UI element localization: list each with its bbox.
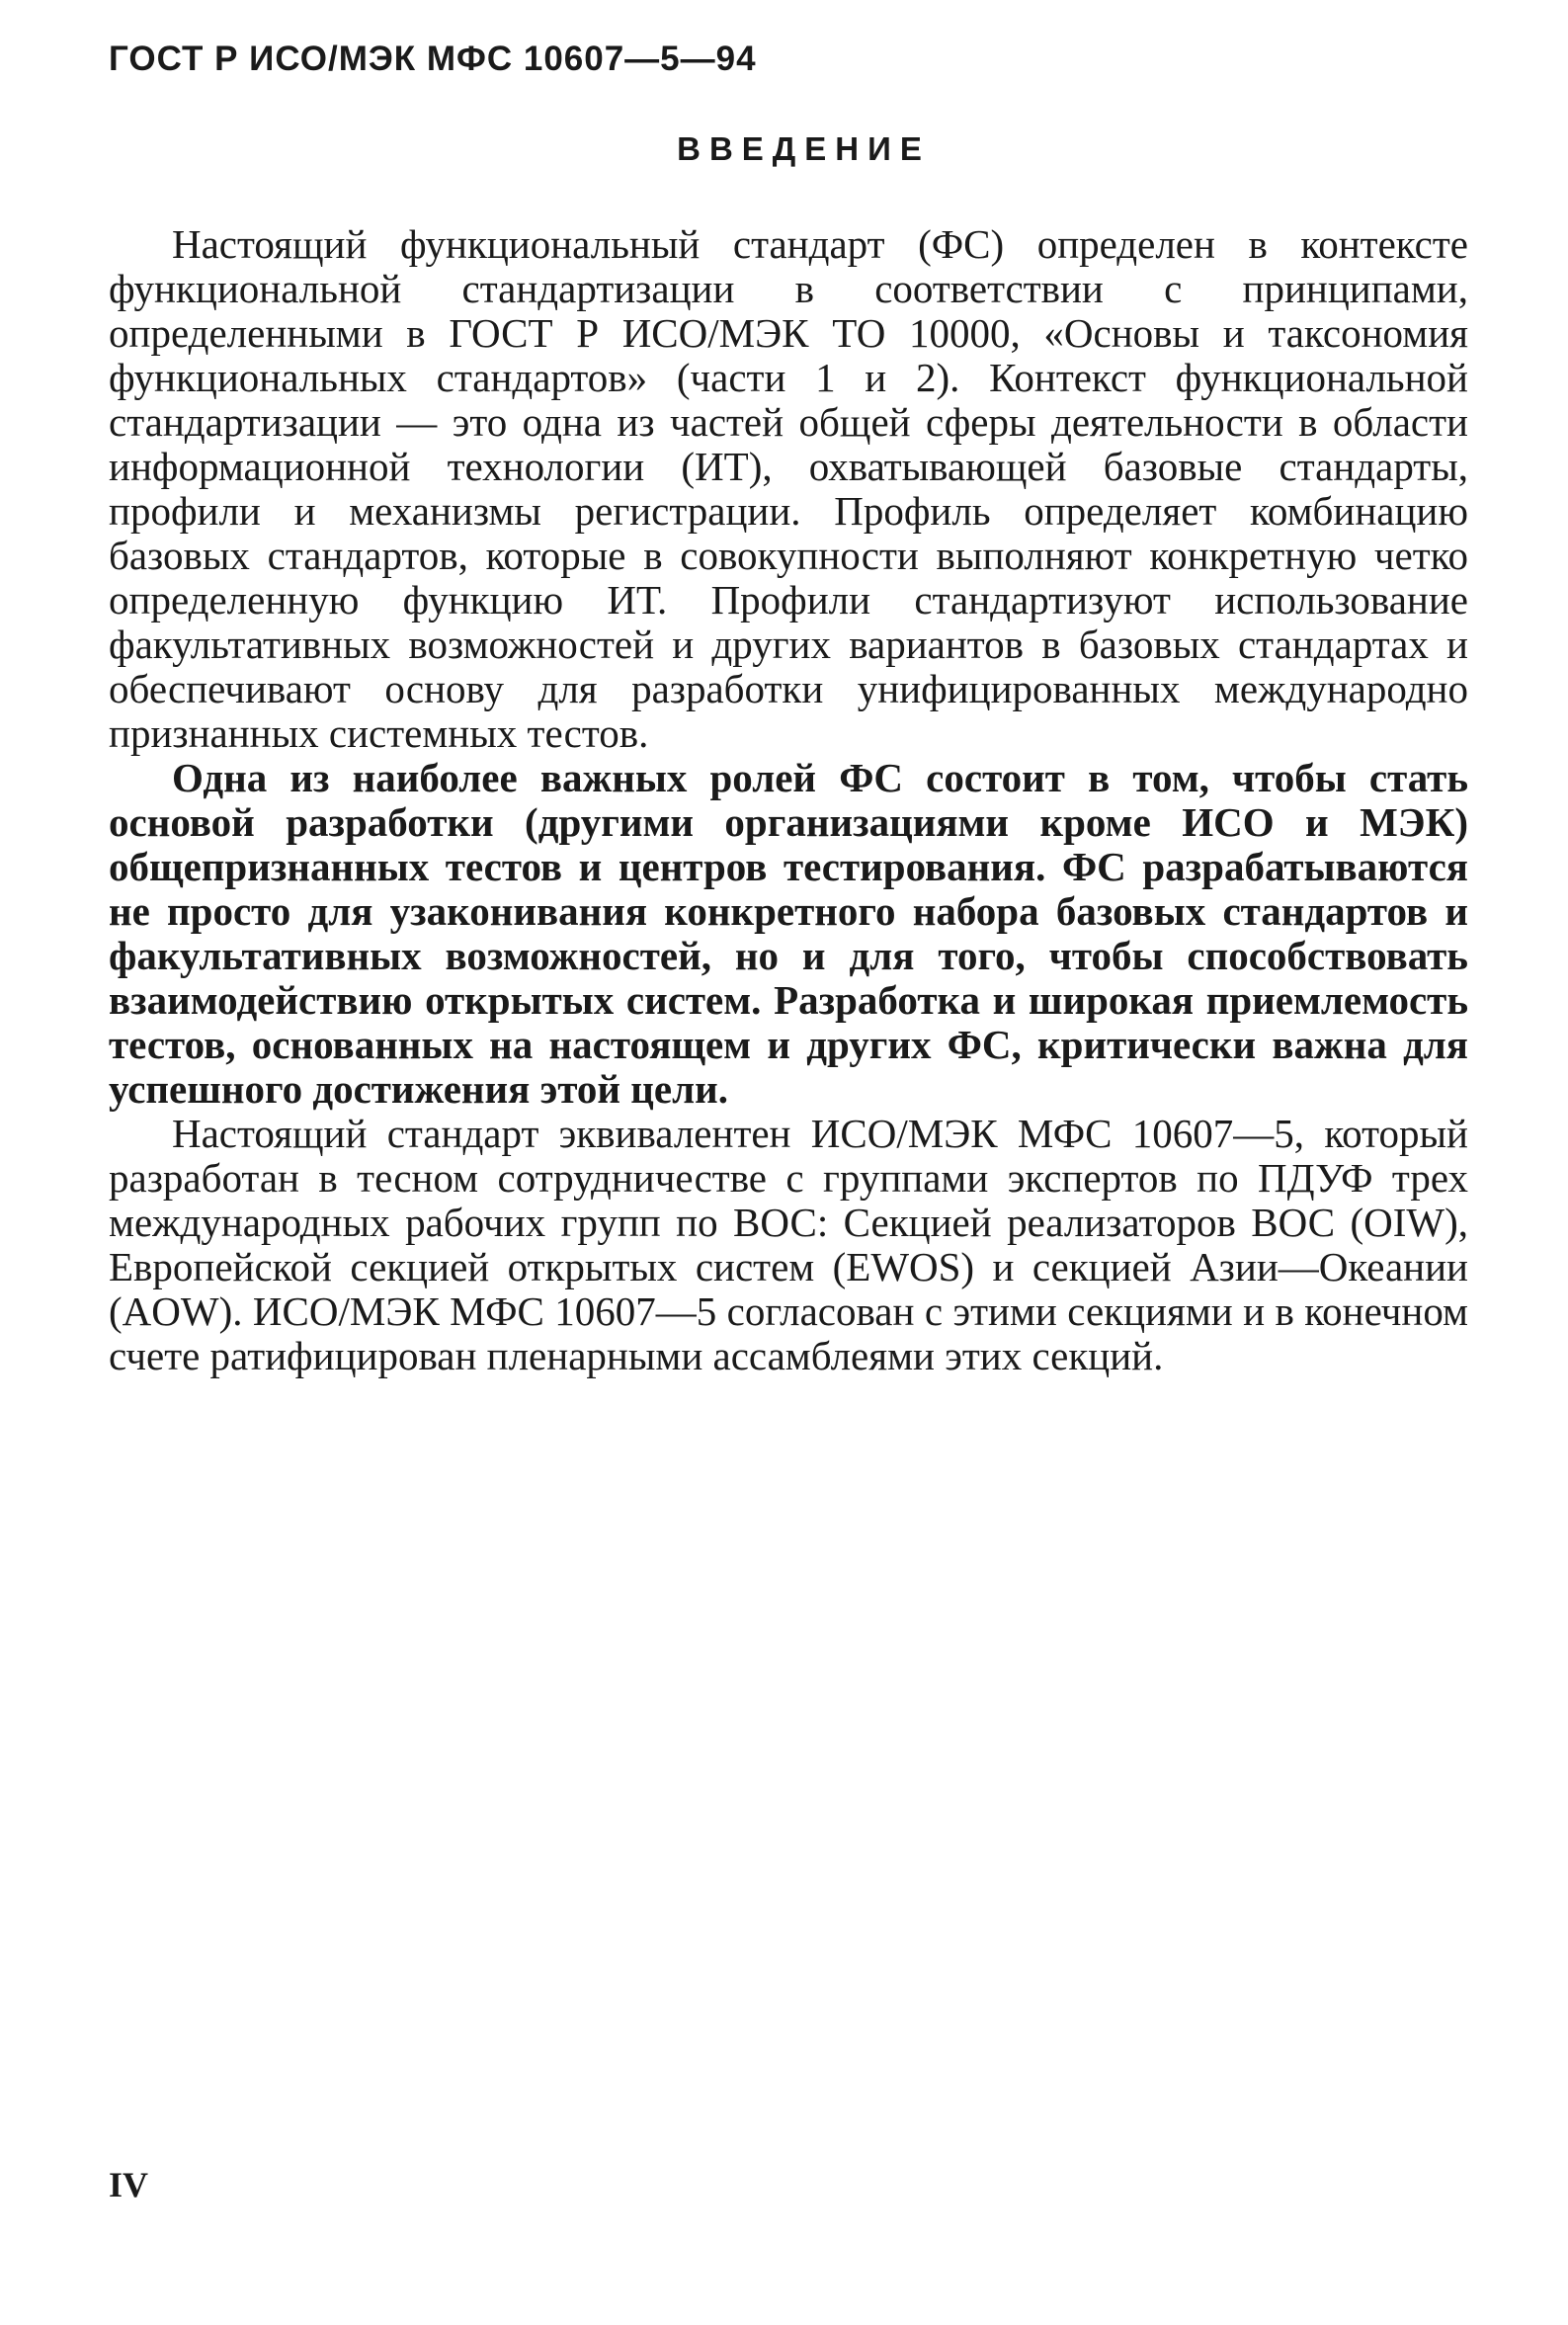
section-title: ВВЕДЕНИЕ [677,130,931,167]
paragraph-3: Настоящий стандарт эквивалентен ИСО/МЭК МФС 10607—5, который разработан в тесном сотрудничестве с группами экспертов по ПДУФ трех международных рабочих групп по ВОС: Секцией реализаторов ВОС (OIW), Европейской секцией открытых систем (EWOS) и секцией Азии—Океании (AOW). ИСО/МЭК МФС 10607—5 согласован с этими секциями и в конечном счете ратифицирован пленарными ассамблеями этих секций. [109,1111,1468,1378]
body-text [109,222,1468,1378]
page-number: IV [109,2165,149,2204]
document-header: ГОСТ Р ИСО/МЭК МФС 10607—5—94 [109,40,757,78]
paragraph-2: Одна из наиболее важных ролей ФС состоит в том, чтобы стать основой разработки (другими организациями кроме ИСО и МЭК) общепризнанных тестов и центров тестирования. ФС разрабатываются не просто для узаконивания конкретного набора базовых стандартов и факультативных возможностей, но и для того, чтобы способствовать взаимодействию открытых систем. Разработка и широкая приемлемость тестов, основанных на настоящем и других ФС, критически важна для успешного достижения этой цели. [109,755,1468,1112]
paragraph-1: Настоящий функциональный стандарт (ФС) определен в контексте функциональной стандартизации в соответствии с принципами, определенными в ГОСТ Р ИСО/МЭК ТО 10000, «Основы и таксономия функциональных стандартов» (части 1 и 2). Контекст функциональной стандартизации — это одна из частей общей сферы деятельности в области информационной технологии (ИТ), охватывающей базовые стандарты, профили и механизмы регистрации. Профиль определяет комбинацию базовых стандартов, которые в совокупности выполняют конкретную четко определенную функцию ИТ. Профили стандартизуют использование факультативных возможностей и других вариантов в базовых стандартах и обеспечивают основу для разработки унифицированных международно признанных системных тестов. [109,221,1468,756]
